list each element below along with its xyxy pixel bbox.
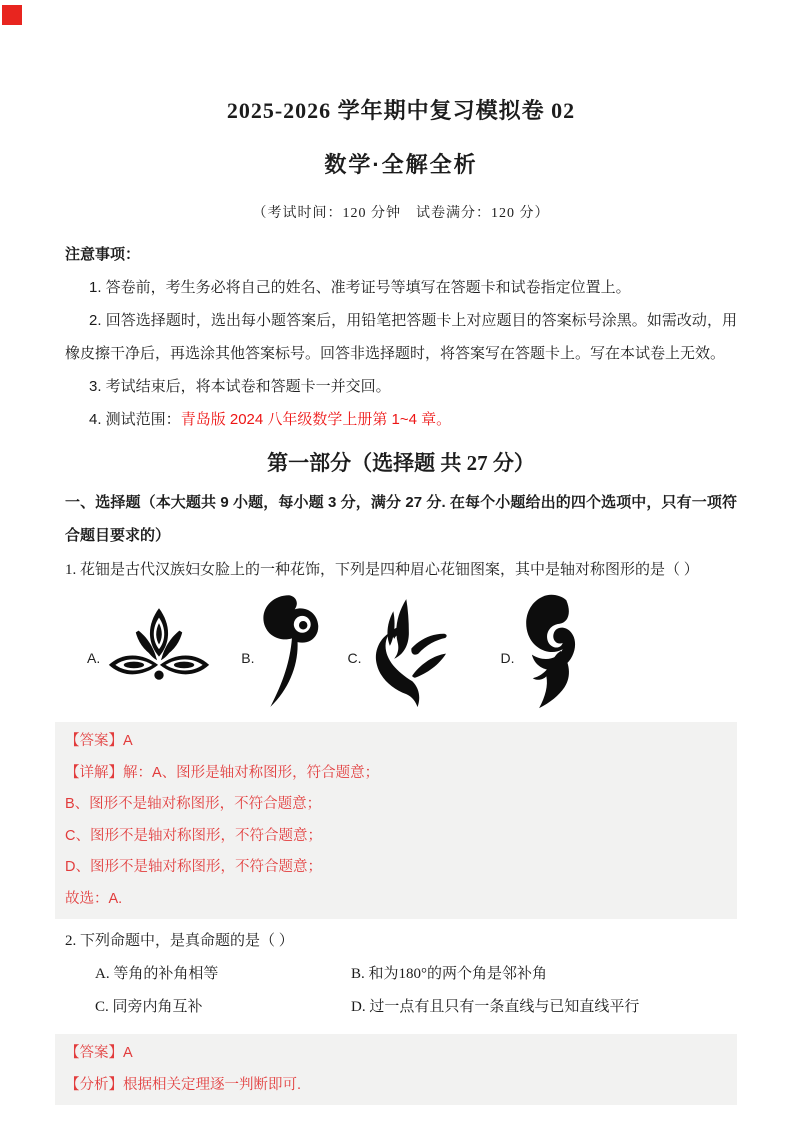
q1-option-b-group [241,593,321,710]
notice-item-4-prefix: 4. 测试范围： [89,411,181,428]
orchid-flame-figure-c [368,594,448,708]
q1-detail-line-1: 【详解】解：A、图形是轴对称图形，符合题意； [65,764,380,781]
q2-option-a: A. 等角的补角相等 [95,966,219,982]
q2-answer-line [65,1038,729,1070]
section1-intro: 一、选择题（本大题共 9 小题，每小题 3 分，满分 27 分. 在每个小题给出的四个选项中，只有一项符合题目要求的） [65,494,737,544]
answer-value: A [123,1045,133,1061]
notice-item-3: 3. 考试结束后，将本试卷和答题卡一并交回。 [89,378,391,395]
question-2-options [65,958,737,1024]
notice-item-4-test-range: 青岛版 2024 八年级数学上册第 1~4 章。 [180,411,452,428]
q1-answer-line [65,726,729,758]
notice-item-1: 1. 答卷前，考生务必将自己的姓名、准考证号等填写在答题卡和试卷指定位置上。 [89,279,631,296]
analysis-text: 根据相关定理逐一判断即可. [123,1076,302,1093]
q1-option-d-group [500,593,579,709]
answer-label: 【答案】 [65,1045,123,1061]
corner-red-mark [2,5,22,25]
analysis-label: 【分析】 [65,1076,123,1093]
swirl-ornament-figure-b [261,593,321,710]
page-subtitle: 数学·全解全析 [324,152,478,177]
q2-option-c: C. 同旁内角互补 [95,999,203,1015]
q2-answer-box [55,1034,737,1105]
q2-option-d: D. 过一点有且只有一条直线与已知直线平行 [351,999,640,1015]
q1-detail-line-4: D、图形不是轴对称图形，不符合题意； [65,859,322,875]
hurricane-swirl-figure-d [521,593,579,709]
notice-item-2: 2. 回答选择题时，选出每小题答案后，用铅笔把答题卡上对应题目的答案标号涂黑。如需改动，用橡皮擦干净后，再选涂其他答案标号。回答非选择题时，将答案写在答题卡上。写在本试卷上无效。 [65,312,737,362]
flower-ornament-figure-a [107,606,211,696]
q1-option-d-label: D. [500,650,515,666]
q1-detail-line-2: B、图形不是轴对称图形，不符合题意； [65,796,322,812]
q1-detail-line-5: 故选：A. [65,890,123,907]
q2-analysis-line [65,1070,729,1102]
page-title: 2025-2026 学年期中复习模拟卷 02 [226,98,576,123]
question-1-text: 1. 花钿是古代汉族妇女脸上的一种花饰，下列是四种眉心花钿图案，其中是轴对称图形的是（ ） [65,562,699,578]
q1-answer-box [55,722,737,919]
exam-info-line: （考试时间：120 分钟 试卷满分：120 分） [252,206,550,221]
answer-label: 【答案】 [65,733,123,749]
q1-option-a-group [87,606,211,696]
q1-option-a-label: A. [87,650,101,666]
notice-heading: 注意事项： [65,246,141,263]
q1-option-c-label: C. [347,650,362,666]
q1-detail-line-3: C、图形不是轴对称图形，不符合题意； [65,827,322,844]
question-1-figures [65,589,737,713]
notice-item-4 [65,403,737,436]
q1-option-c-group [347,594,448,708]
q2-option-b: B. 和为180°的两个角是邻补角 [351,966,548,982]
answer-value: A [123,733,133,749]
part1-heading: 第一部分（选择题 共 27 分） [267,451,535,475]
q1-option-b-label: B. [241,650,255,666]
question-2-text: 2. 下列命题中，是真命题的是（ ） [65,933,294,949]
